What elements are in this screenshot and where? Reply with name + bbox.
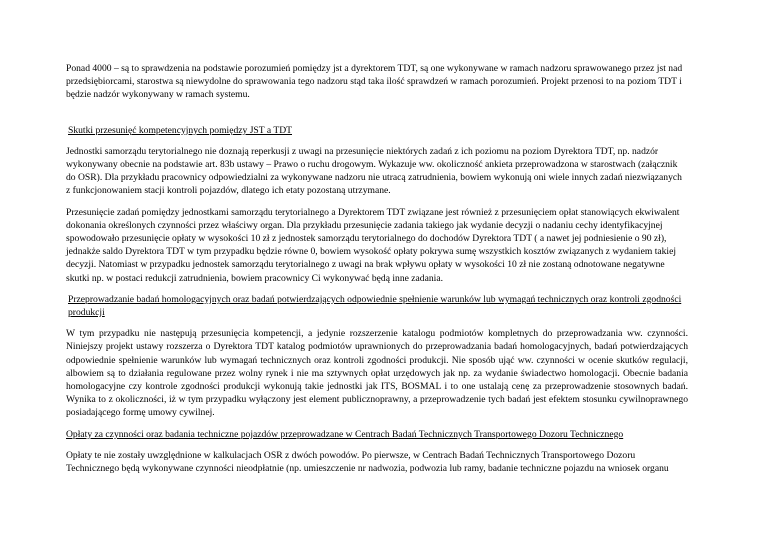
paragraph-przesuniecie-zadan: Przesunięcie zadań pomiędzy jednostkami samorządu terytorialnego a Dyrektorem TDT związane jest również z przesunięciem opłat stanowiących ekwiwalent dokonania określonych czynności przez właściwy organ. Dla przykładu przesunięcie zadania takiego jak wydanie decyzji o nadaniu cechy identyfikacyjnej spowodowało przesunięcie opłaty w wysokości 10 zł z jednostek samorządu terytorialnego do dochodów Dyrektora TDT ( a nawet jej podniesienie o 90 zł), jednakże saldo Dyrektora TDT w tym przypadku będzie równe 0, bowiem wysokość opłaty pokrywa sumę wszystkich kosztów związanych z wydaniem takiej decyzji. Natomiast w przypadku jednostek samorządu terytorialnego z uwagi na brak wpływu opłaty w wysokości 10 zł nie zostaną odnotowane negatywne skutki np. w postaci redukcji zatrudnienia, bowiem pracownicy Ci wykonywać będą inne zadania.: [66, 206, 680, 284]
paragraph-w-tym-przypadku: W tym przypadku nie następują przesunięcia kompetencji, a jedynie rozszerzenie katalogu podmiotów kompletnych do przeprowadzania ww. czynności. Niniejszy projekt ustawy rozszerza o Dyrektora TDT katalog podmiotów uprawnionych do przeprowadzania badań homologacyjnych, badań potwierdzających odpowiednie spełnienie warunków lub wymagań technicznych oraz kontroli zgodności produkcji. Nie sposób ująć ww. czynności w ocenie skutków regulacji, albowiem są to działania regulowane przez wolny rynek i nie ma sztywnych opłat urzędowych jak np. za wydanie świadectwo homologacji. Obecnie badania homologacyjne czy kontrole zgodności produkcji wykonują takie jednostki jak ITS, BOSMAL i to one ustalają cenę za przeprowadzenie stosownych badań. Wynika to z okoliczności, iż w tym przypadku wyłączony jest element publicznoprawny, a przeprowadzenie tych badań jest efektem stosunku cywilnoprawnego posiadającego formę umowy cywilnej.: [66, 328, 688, 419]
paragraph-oplaty-te-nie: Opłaty te nie zostały uwzględnione w kalkulacjach OSR z dwóch powodów. Po pierwsze, w Centrach Badań Technicznych Transportowego Dozoru Technicznego będą wykonywane czynności nieodpłatnie (np. umieszczenie nr nadwozia, podwozia lub ramy, badanie techniczne pojazdu na wniosek organu: [66, 449, 669, 475]
paragraph-ponad-4000: Ponad 4000 – są to sprawdzenia na podstawie porozumień pomiędzy jst a dyrektorem TDT, są one wykonywane w ramach nadzoru sprawowanego przez jst nad przedsiębiorcami, starostwa są niewydolne do sprawowania tego nadzoru stąd taka ilość sprawdzeń w ramach porozumień. Projekt przenosi to na poziom TDT i będzie nadzór wykonywany w ramach systemu.: [66, 63, 683, 101]
heading-skutki-przesuniec: Skutki przesunięć kompetencyjnych pomiędzy JST a TDT: [68, 124, 292, 136]
heading-oplaty-za-czynnosci: Opłaty za czynności oraz badania techniczne pojazdów przeprowadzane w Centrach Badań Technicznych Transportowego Dozoru Technicznego: [66, 428, 624, 440]
paragraph-jednostki-samorzadu: Jednostki samorządu terytorialnego nie doznają reperkusji z uwagi na przesunięcie niektórych zadań z ich poziomu na poziom Dyrektora TDT, np. nadzór wykonywany obecnie na podstawie art. 83b ustawy – Prawo o ruchu drogowym. Wykazuje ww. okoliczność ankieta przeprowadzona w starostwach (załącznik do OSR). Dla przykładu pracownicy odpowiedzialni za wykonywane nadzoru nie utracą zatrudnienia, bowiem wykonują oni wiele innych zadań niezwiązanych z funkcjonowaniem stacji kontroli pojazdów, dlatego ich etaty pozostaną utrzymane.: [66, 145, 682, 197]
heading-przeprowadzanie-badan: Przeprowadzanie badań homologacyjnych oraz badań potwierdzających odpowiednie spełnienie warunków lub wymagań technicznych oraz kontroli zgodności produkcji: [68, 293, 682, 319]
